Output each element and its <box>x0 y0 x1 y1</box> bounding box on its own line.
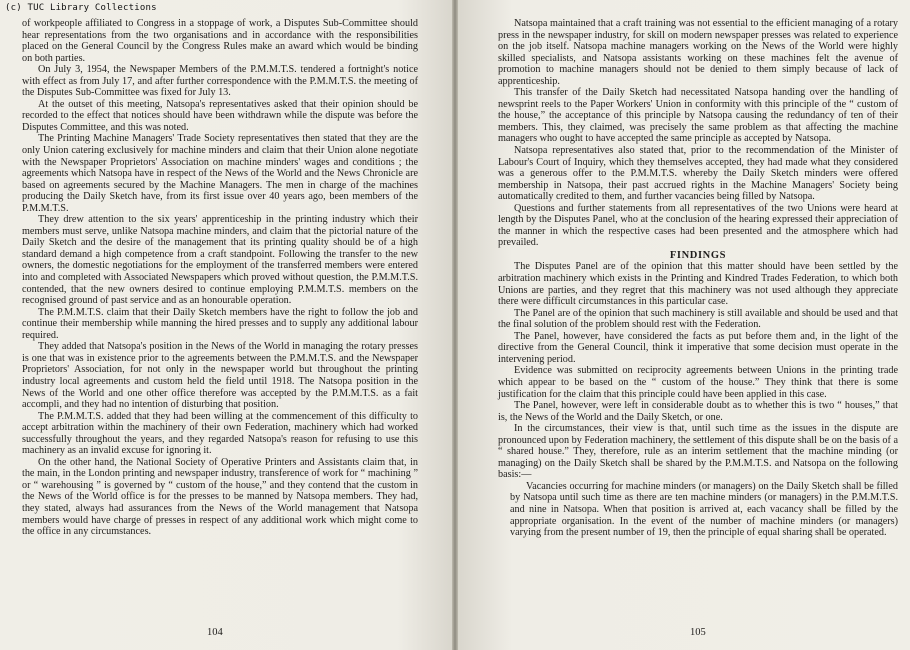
right-paragraph-1: Natsopa maintained that a craft training was not essential to the efficient managing of a rotary press in the newspaper industry, for skill on modern newspaper presses was related to experience on the job itself. Natsopa machine managers working on the News of the World were highly skilled specialists, and Natsopa assistants working on these machines felt the avenue of promotion to machine managers should not be denied to them simply because of lack of apprenticeship. <box>498 18 898 87</box>
left-paragraph-4: The Printing Machine Managers' Trade Society representatives then stated that they are the only Union catering exclusively for machine minders and claim that their Union alone negotiate with the Newspaper Proprietors' Association on machine minders' wages and conditions ; the agreements which Natsopa have in respect of the News of the World and the News Chronicle are based on agreements secured by the Machine Managers. The men in charge of the machines producing the Daily Sketch have, from its first issue over 40 years ago, been members of the P.M.M.T.S. <box>22 133 418 214</box>
right-page <box>458 0 910 650</box>
findings-paragraph-5: The Panel, however, were left in considerable doubt as to whether this is two “ houses,” that is, the News of the World and the Daily Sketch, or one. <box>498 400 898 423</box>
right-page-number: 105 <box>690 627 706 638</box>
settlement-basis-paragraph: Vacancies occurring for machine minders (or managers) on the Daily Sketch shall be filled by Natsopa until such time as there are ten machine minders (or managers) in the P.M.M.T.S. and nine in Natsopa. When that position is arrived at, each vacancy shall be filled by the appropriate organisation. In the event of the number of machine minders (or managers) varying from the present number of 19, then the principle of equal sharing shall be operated. <box>510 480 898 539</box>
left-paragraph-1: of workpeople affiliated to Congress in a stoppage of work, a Disputes Sub-Committee should hear representations from the two organisations and in accordance with the responsibilities placed on the General Council by the Congress Rules make an award which would be binding on both parties. <box>22 18 418 64</box>
right-paragraph-3: Natsopa representatives also stated that, prior to the recommendation of the Minister of Labour's Court of Inquiry, which they themselves accepted, they had made what they considered was a generous offer to the P.M.M.T.S. whereby the Daily Sketch minders were offered membership in Natsopa, their past accrued rights in the Machine Managers' Society being automatically credited to them, and further vacancies being filled by Natsopa. <box>498 145 898 203</box>
left-paragraph-9: On the other hand, the National Society of Operative Printers and Assistants claim that, in the main, in the London printing and newspaper industry, transference of work for “ machining ” or “ warehousing ” is governed by “ custom of the house,” and they contend that the custom in the News of the World office is for the presses to be manned by Natsopa members. They had, they stated, always had assurances from the News of the World management that Natsopa members would have charge of presses in respect of any additional work which might come to the office in any circumstances. <box>22 456 418 538</box>
left-paragraph-8: The P.M.M.T.S. added that they had been willing at the commencement of this difficulty to accept arbitration within the machinery of their own Federation, machinery which had worked successfully throughout the years, and they regarded Natsopa's reason for refusing to use this machinery as an invalid excuse for ignoring it. <box>22 410 418 457</box>
left-paragraph-7: They added that Natsopa's position in the News of the World in managing the rotary presses is one that was in existence prior to the agreements between the P.M.M.T.S. and the Newspaper Proprietors' Association, for not only in the newspaper world but throughout the printing industry local agreements and custom held the field until 1918. The Natsopa position in the News of the World and one other office therefore was accepted by the P.M.M.T.S. as a fait accompli, and they had no intention of disturbing that position. <box>22 341 418 411</box>
right-page-text <box>498 18 898 539</box>
left-paragraph-2: On July 3, 1954, the Newspaper Members of the P.M.M.T.S. tendered a fortnight's notice with effect as from July 17, and after further correspondence with the P.M.M.T.S. the meeting of the Disputes Sub-Committee was fixed for July 13. <box>22 64 418 99</box>
findings-paragraph-1: The Disputes Panel are of the opinion that this matter should have been settled by the arbitration machinery which exists in the Printing and Kindred Trades Federation, to which both Unions are parties, and they regret that this machinery was not used although they appreciate there were difficult circumstances in this particular case. <box>498 261 898 308</box>
right-paragraph-4: Questions and further statements from all representatives of the two Unions were heard at length by the Disputes Panel, who at the conclusion of the hearing expressed their appreciation of the manner in which the respective cases had been presented and the atmosphere which had prevailed. <box>498 202 898 249</box>
left-paragraph-6: The P.M.M.T.S. claim that their Daily Sketch members have the right to follow the job and continue their membership while manning the hired presses and to supply any additional labour required. <box>22 306 418 341</box>
findings-paragraph-2: The Panel are of the opinion that such machinery is still available and should be used and that the final solution of the problem should rest with the Federation. <box>498 307 898 331</box>
findings-paragraph-4: Evidence was submitted on reciprocity agreements between Unions in the printing trade which appear to be based on the “ custom of the house.” They think that there is some justification for the claim that this principle could have been applied in this case. <box>498 365 898 400</box>
left-page <box>0 0 452 650</box>
left-paragraph-5: They drew attention to the six years' apprenticeship in the printing industry which their members must serve, unlike Natsopa machine minders, and claim that the pictorial nature of the Daily Sketch and the desire of the management that its printing quality should be of a high standard demand a high competence from a craft standpoint. Following the transfer to the new owners, the domestic negotiations for the employment of the transferred members were entered into and completed with Associated Newspapers which proved without question, the P.M.M.T.S. contended, that the new owners desired to continue employing P.M.M.T.S. members on the recognised ground of past service and as an honourable operation. <box>22 214 418 307</box>
right-paragraph-2: This transfer of the Daily Sketch had necessitated Natsopa handing over the handling of newsprint reels to the Paper Workers' Union in conformity with this principle of the “ custom of the house,” the acceptance of this principle by Natsopa causing the redundancy of ten of their members. This, they claimed, was precisely the same problem as that affecting the machine managers who ought to have accepted the same principle as accepted by Natsopa. <box>498 87 898 145</box>
findings-paragraph-6: In the circumstances, their view is that, until such time as the issues in the dispute are pronounced upon by Federation machinery, the settlement of this dispute shall be on the basis of a “ shared house.” They, therefore, rule as an interim settlement that the machine minding (or managing) on the Daily Sketch shall be shared by the P.M.M.T.S. and Natsopa on the following basis:— <box>498 423 898 481</box>
watermark-label: (c) TUC Library Collections <box>5 3 157 13</box>
findings-paragraph-3: The Panel, however, have considered the facts as put before them and, in the light of the directive from the General Council, think it imperative that some decision must operate in the intervening period. <box>498 330 898 365</box>
findings-heading: FINDINGS <box>669 249 727 261</box>
left-page-text <box>22 18 418 538</box>
left-paragraph-3: At the outset of this meeting, Natsopa's representatives asked that their opinion should be recorded to the effect that notices should have been withdrawn while the dispute was before the Disputes Committee, and this was noted. <box>22 98 418 133</box>
left-page-number: 104 <box>207 627 223 638</box>
